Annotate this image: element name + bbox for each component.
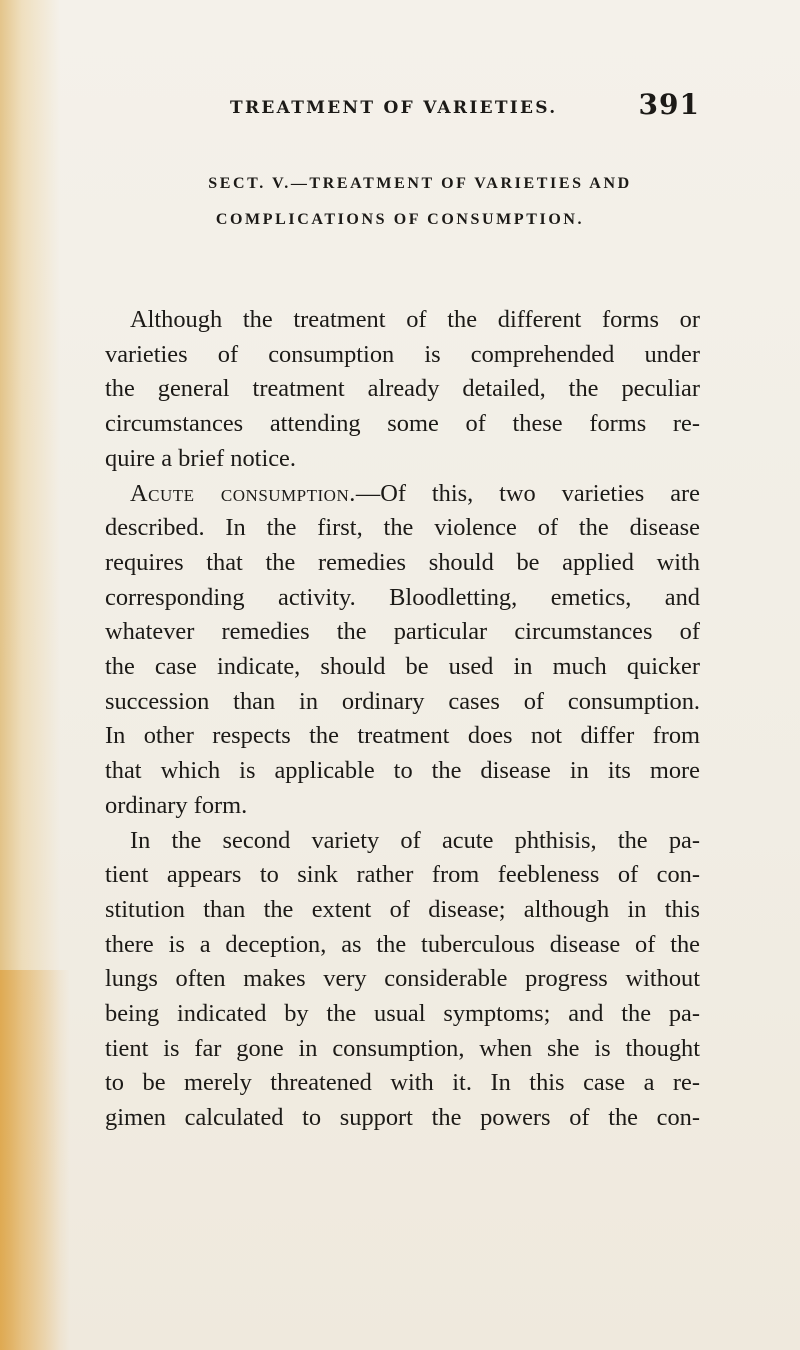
- text-line: described. In the first, the violence of the disease: [105, 514, 700, 542]
- text-line: In other respects the treatment does not differ from: [105, 722, 700, 750]
- page-number: 391: [638, 88, 700, 121]
- text-line: lungs often makes very considerable progress without: [105, 965, 700, 993]
- text-line: succession than in ordinary cases of consumption.: [105, 687, 700, 715]
- text-line: whatever remedies the particular circumstances of: [105, 618, 700, 646]
- text-line: varieties of consumption is comprehended under: [105, 340, 700, 368]
- acute-consumption-label: Acute consumption.: [130, 479, 356, 507]
- text-line: circumstances attending some of these forms re-: [105, 410, 700, 438]
- text-line: being indicated by the usual symptoms; and the pa-: [105, 1000, 700, 1028]
- text-line: In the second variety of acute phthisis, the pa-: [130, 826, 700, 854]
- text-line: corresponding activity. Bloodletting, emetics, and: [105, 583, 700, 611]
- page-stain: [0, 970, 70, 1350]
- text-line-acute: [105, 477, 700, 512]
- running-title: TREATMENT OF VARIETIES.: [230, 98, 558, 118]
- text-line: stitution than the extent of disease; although in this: [105, 895, 700, 923]
- text-line: that which is applicable to the disease in its more: [105, 757, 700, 785]
- text-line: to be merely threatened with it. In this case a re-: [105, 1069, 700, 1097]
- running-head: [230, 88, 700, 128]
- text-line: there is a deception, as the tuberculous disease of the: [105, 930, 700, 958]
- text-line: the case indicate, should be used in much quicker: [105, 653, 700, 681]
- text-line: the general treatment already detailed, the peculiar: [105, 375, 700, 403]
- text-line: Although the treatment of the different forms or: [130, 306, 700, 333]
- text-line: quire a brief notice.: [105, 444, 296, 472]
- section-heading-line-1: SECT. V.—TREATMENT OF VARIETIES AND: [208, 175, 632, 192]
- text-line: tient is far gone in consumption, when she is thought: [105, 1034, 700, 1062]
- text-line: ordinary form.: [105, 791, 248, 819]
- section-heading-line-2: COMPLICATIONS OF CONSUMPTION.: [215, 211, 585, 228]
- body-text: [105, 303, 700, 1136]
- text-line: tient appears to sink rather from feebleness of con-: [105, 861, 700, 889]
- text-line: requires that the remedies should be applied with: [105, 548, 700, 576]
- text-line: gimen calculated to support the powers of the con-: [105, 1104, 700, 1132]
- acute-consumption-text: —Of this, two varieties are: [355, 479, 700, 507]
